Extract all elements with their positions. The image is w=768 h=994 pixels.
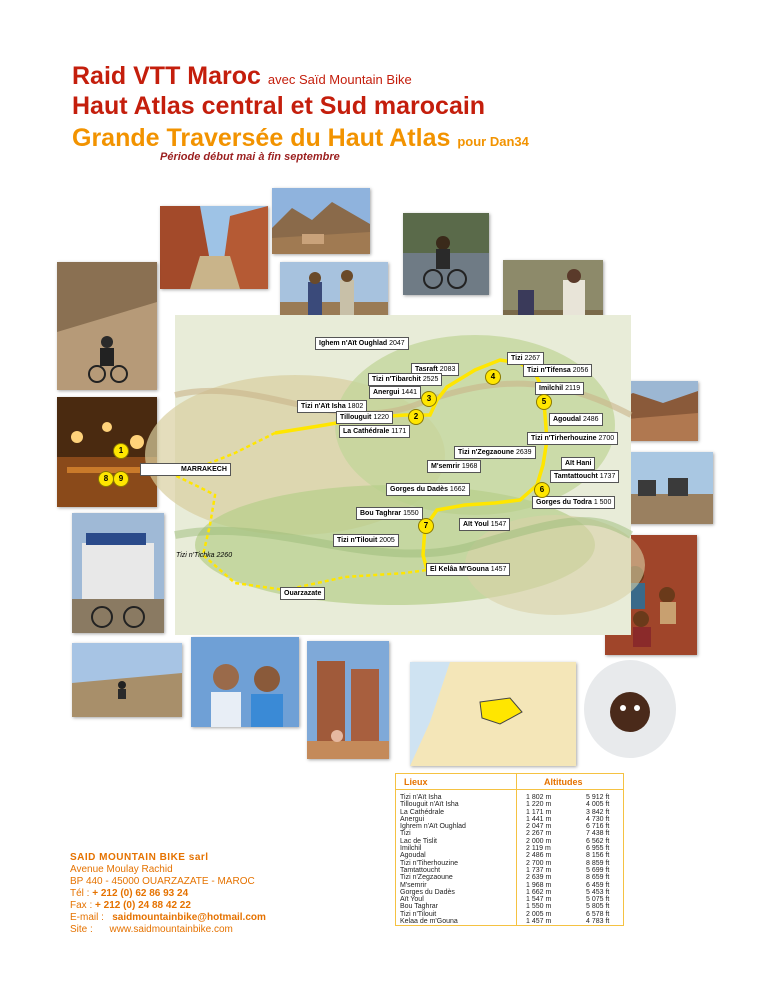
table-cell-feet: 3 842 ft bbox=[586, 808, 610, 816]
photo-marrakech-night bbox=[57, 397, 157, 507]
waypoint-9: 9 bbox=[113, 471, 129, 487]
photo-mountain-village bbox=[272, 188, 370, 254]
contact-block bbox=[70, 852, 266, 936]
phone-number: + 212 (0) 62 86 93 24 bbox=[92, 888, 189, 899]
table-header-places: Lieux bbox=[404, 777, 428, 787]
table-cell-feet: 5 699 ft bbox=[586, 866, 610, 874]
map-label-marrakech: MARRAKECH bbox=[140, 463, 231, 476]
table-cell-place: M'semrir bbox=[400, 881, 427, 889]
table-column-divider bbox=[516, 774, 517, 925]
table-cell-meters: 1 802 m bbox=[526, 794, 552, 801]
table-cell-meters: 2 486 m bbox=[526, 852, 552, 860]
photo-cyclist-river bbox=[403, 213, 489, 295]
map-label-kelaa: El Kelâa M'Gouna 1457 bbox=[426, 563, 510, 576]
altitudes-table bbox=[395, 773, 624, 926]
table-cell-feet: 5 075 ft bbox=[586, 896, 610, 904]
map-label-anergui: Anergui 1441 bbox=[369, 386, 421, 399]
fax-number: + 212 (0) 24 88 42 22 bbox=[95, 900, 191, 911]
map-label-tilouit: Tizi n'Tilouit 2005 bbox=[333, 534, 399, 547]
table-cell-meters: 1 171 m bbox=[526, 808, 552, 816]
table-cell-meters: 1 441 m bbox=[526, 815, 552, 823]
map-label-ighem: Ighem n'Aït Oughlad 2047 bbox=[315, 337, 409, 350]
table-cell-place: Ighrem n'Aït Oughlad bbox=[400, 823, 466, 831]
table-cell-feet: 5 453 ft bbox=[586, 888, 610, 896]
table-cell-meters: 1 737 m bbox=[526, 866, 552, 874]
table-cell-place: Gorges du Dadès bbox=[400, 888, 455, 896]
table-column-places bbox=[400, 794, 466, 925]
table-cell-meters: 1 220 m bbox=[526, 801, 552, 809]
map-label-msemrir: M'semrir 1968 bbox=[427, 460, 481, 473]
period-text: Période début mai à fin septembre bbox=[160, 151, 340, 163]
table-cell-place: La Cathédrale bbox=[400, 808, 444, 816]
table-header-altitudes: Altitudes bbox=[544, 777, 583, 787]
table-cell-place: Agoudal bbox=[400, 852, 426, 860]
table-cell-place: Tamtattoucht bbox=[400, 866, 441, 874]
table-cell-place: Kelaa de m'Gouna bbox=[400, 918, 458, 926]
table-cell-meters: 2 000 m bbox=[526, 837, 552, 845]
route-map bbox=[103, 315, 631, 635]
table-cell-meters: 2 119 m bbox=[526, 845, 551, 853]
map-label-cathedrale: La Cathédrale 1171 bbox=[339, 425, 410, 438]
table-cell-feet: 4 730 ft bbox=[586, 815, 610, 823]
table-cell-feet: 5 912 ft bbox=[586, 794, 610, 801]
email-link[interactable]: saidmountainbike@hotmail.com bbox=[112, 912, 266, 923]
map-label-ouarzazate: Ouarzazate bbox=[280, 587, 325, 600]
table-cell-meters: 1 457 m bbox=[526, 918, 552, 926]
map-label-tichka: Tizi n'Tichka 2260 bbox=[176, 552, 233, 559]
waypoint-6: 6 bbox=[534, 482, 550, 498]
photo-morocco-map bbox=[410, 662, 576, 766]
table-cell-place: Tillouguit n'Aït Isha bbox=[400, 801, 459, 809]
map-label-tasraft: Tasraft 2083 bbox=[411, 363, 459, 376]
photo-desert-riders bbox=[72, 643, 182, 717]
table-cell-feet: 4 005 ft bbox=[586, 801, 610, 809]
address-line-1: Avenue Moulay Rachid bbox=[70, 864, 173, 875]
phone-line: Tél : + 212 (0) 62 86 93 24 bbox=[70, 888, 189, 899]
table-cell-feet: 8 156 ft bbox=[586, 852, 610, 860]
map-label-agoudal: Agoudal 2486 bbox=[549, 413, 603, 426]
waypoint-8: 8 bbox=[98, 471, 114, 487]
waypoint-7: 7 bbox=[418, 518, 434, 534]
photo-caravan bbox=[618, 452, 713, 524]
table-cell-meters: 1 547 m bbox=[526, 896, 552, 904]
waypoint-2: 2 bbox=[408, 409, 424, 425]
map-label-zegzaoune: Tizi n'Zegzaoune 2639 bbox=[454, 446, 536, 459]
fax-line: Fax : + 212 (0) 24 88 42 22 bbox=[70, 900, 191, 911]
table-cell-feet: 4 783 ft bbox=[586, 918, 610, 926]
company-name: SAID MOUNTAIN BIKE sarl bbox=[70, 852, 209, 863]
map-label-tizi: Tizi 2267 bbox=[507, 352, 544, 365]
table-cell-feet: 8 859 ft bbox=[586, 859, 610, 867]
waypoint-5: 5 bbox=[536, 394, 552, 410]
map-label-tifensa: Tizi n'Tifensa 2056 bbox=[523, 364, 592, 377]
table-cell-meters: 2 700 m bbox=[526, 859, 552, 867]
table-cell-place: Imilchil bbox=[400, 845, 422, 853]
photo-red-gorge bbox=[160, 206, 268, 289]
table-header-divider bbox=[396, 789, 623, 790]
email-line: E-mail : saidmountainbike@hotmail.com bbox=[70, 912, 266, 923]
map-label-ait-youl: Aït Youl 1547 bbox=[459, 518, 510, 531]
table-cell-place: Tizi n'Zegzaoune bbox=[400, 874, 453, 882]
table-cell-feet: 6 562 ft bbox=[586, 837, 610, 845]
table-cell-feet: 7 438 ft bbox=[586, 830, 610, 838]
table-cell-meters: 1 550 m bbox=[526, 903, 552, 911]
table-cell-place: Tizi n'Tilouit bbox=[400, 910, 437, 918]
table-cell-place: Tizi bbox=[400, 830, 411, 838]
map-label-imilchil: Imilchil 2119 bbox=[535, 382, 584, 395]
table-cell-meters: 1 968 m bbox=[526, 881, 552, 889]
table-cell-feet: 8 659 ft bbox=[586, 874, 610, 882]
photo-bike-jeep bbox=[72, 513, 164, 633]
tour-name: Grande Traversée du Haut Atlas bbox=[72, 124, 451, 152]
address-line-2: BP 440 - 45000 OUARZAZATE - MAROC bbox=[70, 876, 255, 887]
table-cell-feet: 6 459 ft bbox=[586, 881, 610, 889]
map-label-bou-taghrar: Bou Taghrar 1550 bbox=[356, 507, 423, 520]
title-main: Raid VTT Maroc bbox=[72, 62, 261, 90]
map-label-tibarchit: Tizi n'Tibarchit 2525 bbox=[368, 373, 442, 386]
table-cell-meters: 2 047 m bbox=[526, 823, 552, 831]
tour-title bbox=[72, 124, 529, 153]
table-cell-place: Tizi n'Aït Isha bbox=[400, 794, 442, 801]
map-label-ait-isha: Tizi n'Aït Isha 1802 bbox=[297, 400, 367, 413]
site-link[interactable]: www.saidmountainbike.com bbox=[109, 924, 233, 935]
table-cell-place: Bou Taghrar bbox=[400, 903, 439, 911]
photo-kasbah bbox=[307, 641, 389, 759]
page-subtitle: Haut Atlas central et Sud marocain bbox=[72, 92, 486, 120]
table-cell-meters: 2 267 m bbox=[526, 830, 552, 838]
photo-child-portrait bbox=[584, 660, 676, 758]
table-cell-feet: 6 578 ft bbox=[586, 910, 610, 918]
page-title bbox=[72, 62, 412, 91]
table-column-feet bbox=[586, 794, 609, 925]
table-cell-feet: 6 955 ft bbox=[586, 845, 610, 853]
table-cell-meters: 2 005 m bbox=[526, 910, 552, 918]
table-cell-place: Aït Youl bbox=[400, 896, 424, 904]
table-cell-place: Anergui bbox=[400, 815, 425, 823]
table-cell-feet: 6 716 ft bbox=[586, 823, 610, 831]
map-label-todra: Gorges du Todra 1 500 bbox=[532, 496, 615, 509]
table-cell-feet: 5 805 ft bbox=[586, 903, 610, 911]
map-label-tillouguit: Tillouguit 1220 bbox=[336, 411, 393, 424]
waypoint-4: 4 bbox=[485, 369, 501, 385]
title-suffix: avec Saïd Mountain Bike bbox=[267, 72, 412, 87]
table-column-meters bbox=[526, 794, 551, 925]
photo-riders-smiling bbox=[191, 637, 299, 727]
map-label-tirherhouzine: Tizi n'Tirherhouzine 2700 bbox=[527, 432, 618, 445]
table-cell-meters: 1 662 m bbox=[526, 888, 552, 896]
table-cell-place: Lac de Tislit bbox=[400, 837, 437, 845]
tour-suffix: pour Dan34 bbox=[457, 134, 529, 149]
waypoint-3: 3 bbox=[421, 391, 437, 407]
waypoint-1: 1 bbox=[113, 443, 129, 459]
map-label-ait-hani: Aït Hani bbox=[561, 457, 595, 470]
site-line: Site : www.saidmountainbike.com bbox=[70, 924, 233, 935]
photo-cyclist-trail bbox=[57, 262, 157, 390]
table-cell-meters: 2 639 m bbox=[526, 874, 552, 882]
map-label-dades: Gorges du Dadès 1662 bbox=[386, 483, 470, 496]
map-label-tamtattoucht: Tamtattoucht 1737 bbox=[550, 470, 619, 483]
table-cell-place: Tizi n'Tiherhouzine bbox=[400, 859, 459, 867]
